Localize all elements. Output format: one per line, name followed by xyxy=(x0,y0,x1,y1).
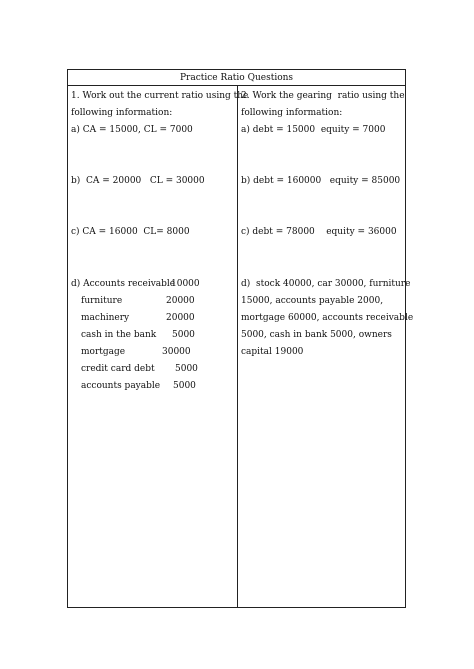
item-name: d) Accounts receivable xyxy=(71,279,176,289)
question-2a: a) debt = 15000 equity = 7000 xyxy=(241,125,386,135)
questions-table xyxy=(67,69,414,608)
list-item xyxy=(71,310,235,327)
gearing-ratio-column xyxy=(241,86,414,607)
item-name: machinery xyxy=(81,313,130,323)
question-1-heading: 1. Work out the current ratio using the xyxy=(71,91,249,101)
list-item xyxy=(71,327,235,344)
question-2c: c) debt = 78000 equity = 36000 xyxy=(241,227,397,237)
item-value: 30000 xyxy=(162,347,191,357)
question-2b: b) debt = 160000 equity = 85000 xyxy=(241,176,401,186)
list-item xyxy=(71,378,235,395)
question-2-heading: 2. Work the gearing ratio using the xyxy=(241,91,405,101)
item-value: 5000 xyxy=(173,381,196,391)
item-value: 10000 xyxy=(171,279,200,289)
question-1b: b) CA = 20000 CL = 30000 xyxy=(71,176,205,186)
current-ratio-column xyxy=(71,86,249,607)
question-1-subheading: following information: xyxy=(71,108,173,118)
question-2d-line: d) stock 40000, car 30000, furniture xyxy=(241,279,411,289)
item-name: cash in the bank xyxy=(81,330,157,340)
question-1a: a) CA = 15000, CL = 7000 xyxy=(71,125,193,135)
item-name: mortgage xyxy=(81,347,126,357)
question-2d-line: 5000, cash in bank 5000, owners xyxy=(241,330,392,340)
item-value: 5000 xyxy=(175,364,198,374)
question-1d xyxy=(71,276,235,395)
item-value: 5000 xyxy=(172,330,195,340)
question-2d xyxy=(241,276,414,361)
table-title: Practice Ratio Questions xyxy=(68,70,405,86)
item-value: 20000 xyxy=(166,296,195,306)
question-2d-line: mortgage 60000, accounts receivable xyxy=(241,313,414,323)
question-1c: c) CA = 16000 CL= 8000 xyxy=(71,227,190,237)
question-2d-line: 15000, accounts payable 2000, xyxy=(241,296,384,306)
item-name: credit card debt xyxy=(81,364,155,374)
list-item xyxy=(71,361,235,378)
column-divider xyxy=(237,86,238,607)
item-name: furniture xyxy=(81,296,123,306)
question-2-subheading: following information: xyxy=(241,108,343,118)
list-item xyxy=(71,276,235,293)
question-2d-line: capital 19000 xyxy=(241,347,304,357)
item-name: accounts payable xyxy=(81,381,161,391)
list-item xyxy=(71,293,235,310)
item-value: 20000 xyxy=(166,313,195,323)
list-item xyxy=(71,344,235,361)
